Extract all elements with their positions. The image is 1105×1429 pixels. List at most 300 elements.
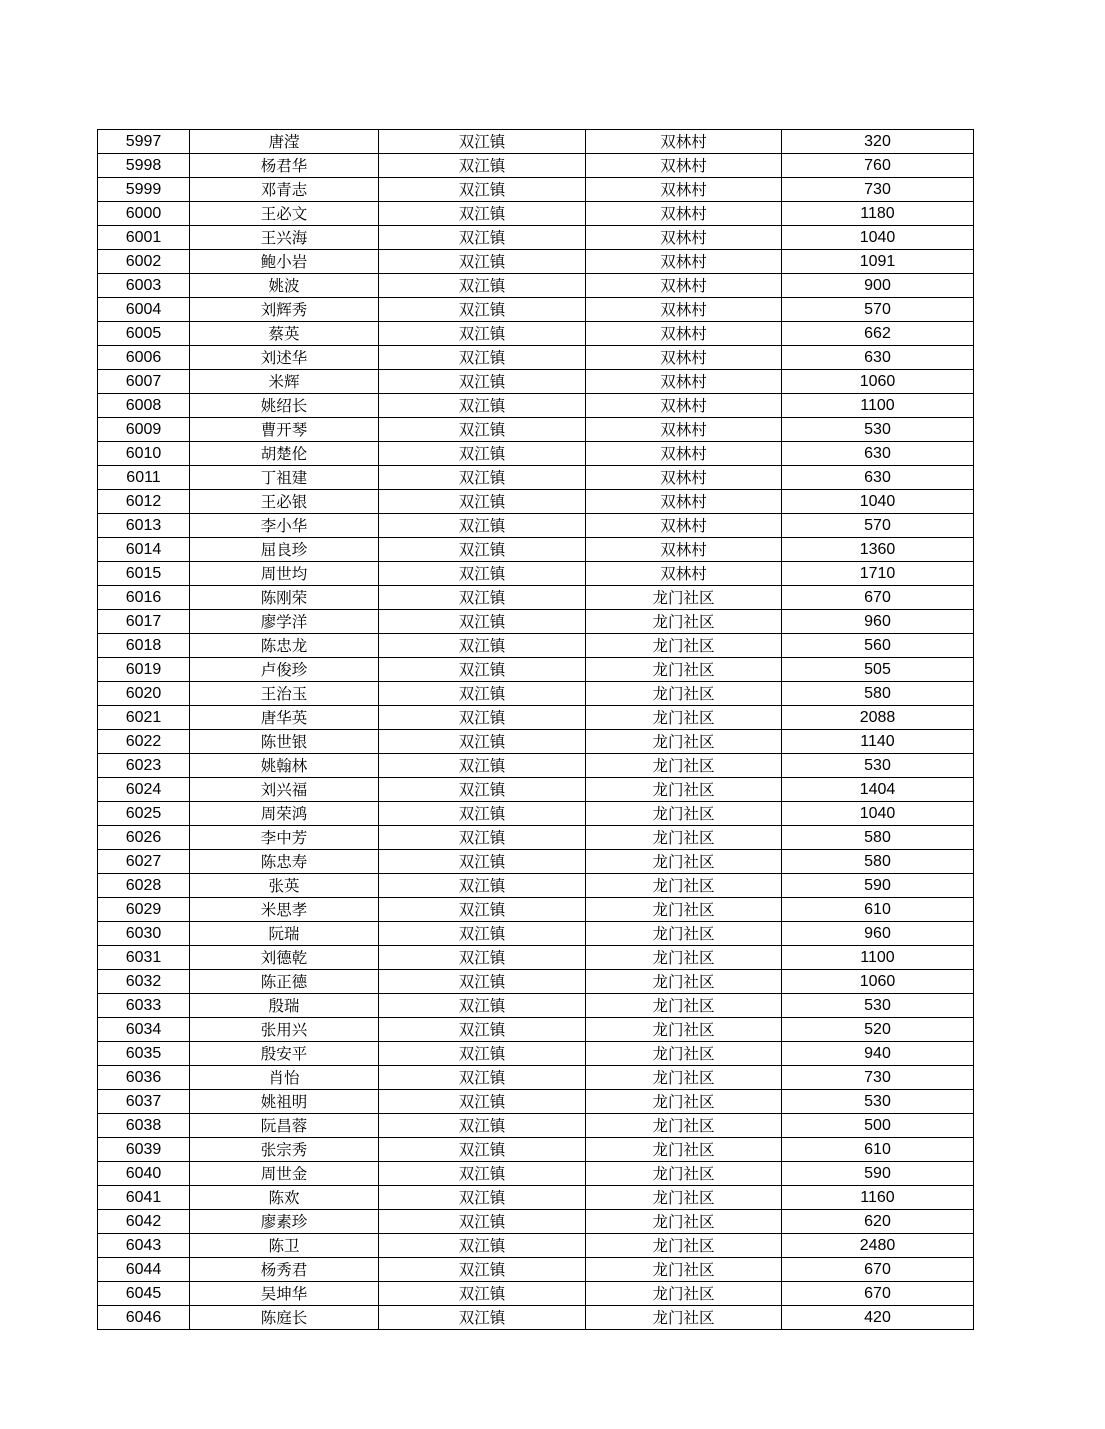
cell-serial-number: 6030 [98, 922, 190, 946]
cell-town: 双江镇 [379, 994, 586, 1018]
cell-serial-number: 6010 [98, 442, 190, 466]
cell-amount: 1040 [782, 802, 974, 826]
cell-amount: 530 [782, 418, 974, 442]
cell-amount: 520 [782, 1018, 974, 1042]
cell-amount: 1710 [782, 562, 974, 586]
cell-person-name: 廖素珍 [190, 1210, 379, 1234]
cell-serial-number: 6028 [98, 874, 190, 898]
table-row [98, 346, 974, 370]
cell-amount: 530 [782, 754, 974, 778]
cell-serial-number: 6042 [98, 1210, 190, 1234]
cell-person-name: 李小华 [190, 514, 379, 538]
cell-amount: 610 [782, 898, 974, 922]
cell-village: 双林村 [586, 346, 782, 370]
table-row [98, 274, 974, 298]
table-row [98, 754, 974, 778]
cell-person-name: 陈正德 [190, 970, 379, 994]
cell-person-name: 周世均 [190, 562, 379, 586]
cell-amount: 580 [782, 826, 974, 850]
cell-village: 龙门社区 [586, 1186, 782, 1210]
cell-village: 龙门社区 [586, 1138, 782, 1162]
table-row [98, 946, 974, 970]
cell-village: 龙门社区 [586, 706, 782, 730]
cell-amount: 630 [782, 346, 974, 370]
cell-person-name: 王治玉 [190, 682, 379, 706]
cell-amount: 1404 [782, 778, 974, 802]
cell-person-name: 刘述华 [190, 346, 379, 370]
cell-town: 双江镇 [379, 250, 586, 274]
cell-person-name: 胡楚伦 [190, 442, 379, 466]
cell-town: 双江镇 [379, 394, 586, 418]
cell-person-name: 陈刚荣 [190, 586, 379, 610]
cell-serial-number: 6025 [98, 802, 190, 826]
cell-village: 龙门社区 [586, 658, 782, 682]
cell-serial-number: 6038 [98, 1114, 190, 1138]
table-row [98, 442, 974, 466]
cell-village: 龙门社区 [586, 610, 782, 634]
table-row [98, 682, 974, 706]
cell-village: 双林村 [586, 274, 782, 298]
cell-person-name: 吴坤华 [190, 1282, 379, 1306]
cell-person-name: 姚绍长 [190, 394, 379, 418]
cell-person-name: 陈卫 [190, 1234, 379, 1258]
cell-village: 龙门社区 [586, 1282, 782, 1306]
cell-amount: 580 [782, 850, 974, 874]
cell-village: 双林村 [586, 226, 782, 250]
table-row [98, 1210, 974, 1234]
cell-amount: 505 [782, 658, 974, 682]
cell-town: 双江镇 [379, 226, 586, 250]
cell-village: 龙门社区 [586, 634, 782, 658]
cell-town: 双江镇 [379, 274, 586, 298]
cell-village: 双林村 [586, 394, 782, 418]
cell-person-name: 杨君华 [190, 154, 379, 178]
table-row [98, 1282, 974, 1306]
cell-town: 双江镇 [379, 730, 586, 754]
cell-amount: 580 [782, 682, 974, 706]
cell-amount: 670 [782, 586, 974, 610]
cell-amount: 420 [782, 1306, 974, 1330]
cell-person-name: 姚翰林 [190, 754, 379, 778]
cell-serial-number: 6011 [98, 466, 190, 490]
cell-amount: 560 [782, 634, 974, 658]
table-row [98, 1306, 974, 1330]
cell-serial-number: 6022 [98, 730, 190, 754]
cell-person-name: 廖学洋 [190, 610, 379, 634]
cell-village: 双林村 [586, 250, 782, 274]
cell-person-name: 米思孝 [190, 898, 379, 922]
cell-serial-number: 6008 [98, 394, 190, 418]
cell-person-name: 鲍小岩 [190, 250, 379, 274]
table-row [98, 202, 974, 226]
cell-serial-number: 6032 [98, 970, 190, 994]
table-row [98, 826, 974, 850]
cell-village: 龙门社区 [586, 970, 782, 994]
cell-serial-number: 5998 [98, 154, 190, 178]
cell-village: 龙门社区 [586, 898, 782, 922]
cell-town: 双江镇 [379, 1066, 586, 1090]
cell-amount: 530 [782, 1090, 974, 1114]
table-row [98, 1186, 974, 1210]
cell-town: 双江镇 [379, 1258, 586, 1282]
cell-village: 龙门社区 [586, 826, 782, 850]
cell-town: 双江镇 [379, 1186, 586, 1210]
table-row [98, 1258, 974, 1282]
cell-amount: 670 [782, 1282, 974, 1306]
cell-serial-number: 6023 [98, 754, 190, 778]
cell-village: 龙门社区 [586, 1090, 782, 1114]
cell-village: 龙门社区 [586, 922, 782, 946]
cell-village: 双林村 [586, 538, 782, 562]
cell-town: 双江镇 [379, 898, 586, 922]
cell-town: 双江镇 [379, 490, 586, 514]
cell-town: 双江镇 [379, 322, 586, 346]
cell-amount: 1160 [782, 1186, 974, 1210]
cell-person-name: 陈忠寿 [190, 850, 379, 874]
cell-village: 龙门社区 [586, 682, 782, 706]
cell-village: 龙门社区 [586, 994, 782, 1018]
cell-village: 龙门社区 [586, 1258, 782, 1282]
cell-serial-number: 6043 [98, 1234, 190, 1258]
cell-person-name: 肖怡 [190, 1066, 379, 1090]
cell-village: 双林村 [586, 202, 782, 226]
cell-amount: 320 [782, 130, 974, 154]
table-row [98, 658, 974, 682]
cell-person-name: 殷安平 [190, 1042, 379, 1066]
cell-town: 双江镇 [379, 1282, 586, 1306]
cell-town: 双江镇 [379, 778, 586, 802]
cell-serial-number: 6003 [98, 274, 190, 298]
table-row [98, 850, 974, 874]
cell-town: 双江镇 [379, 1018, 586, 1042]
cell-town: 双江镇 [379, 1162, 586, 1186]
cell-amount: 730 [782, 178, 974, 202]
cell-town: 双江镇 [379, 370, 586, 394]
cell-village: 龙门社区 [586, 778, 782, 802]
cell-town: 双江镇 [379, 562, 586, 586]
cell-village: 双林村 [586, 298, 782, 322]
cell-town: 双江镇 [379, 1090, 586, 1114]
cell-serial-number: 6009 [98, 418, 190, 442]
cell-town: 双江镇 [379, 298, 586, 322]
cell-town: 双江镇 [379, 154, 586, 178]
cell-village: 双林村 [586, 442, 782, 466]
cell-village: 龙门社区 [586, 1114, 782, 1138]
cell-serial-number: 6012 [98, 490, 190, 514]
cell-town: 双江镇 [379, 442, 586, 466]
cell-village: 龙门社区 [586, 1018, 782, 1042]
cell-serial-number: 6015 [98, 562, 190, 586]
cell-town: 双江镇 [379, 466, 586, 490]
cell-town: 双江镇 [379, 1042, 586, 1066]
cell-amount: 670 [782, 1258, 974, 1282]
cell-town: 双江镇 [379, 202, 586, 226]
cell-town: 双江镇 [379, 706, 586, 730]
table-row [98, 922, 974, 946]
cell-person-name: 刘兴福 [190, 778, 379, 802]
cell-person-name: 姚波 [190, 274, 379, 298]
table-row [98, 226, 974, 250]
table-row [98, 898, 974, 922]
cell-town: 双江镇 [379, 1138, 586, 1162]
cell-amount: 960 [782, 610, 974, 634]
cell-village: 双林村 [586, 130, 782, 154]
cell-town: 双江镇 [379, 538, 586, 562]
table-row [98, 586, 974, 610]
table-row [98, 1090, 974, 1114]
cell-town: 双江镇 [379, 970, 586, 994]
cell-serial-number: 6021 [98, 706, 190, 730]
table-row [98, 178, 974, 202]
table-row [98, 1162, 974, 1186]
table-row [98, 1234, 974, 1258]
cell-serial-number: 6005 [98, 322, 190, 346]
cell-serial-number: 6045 [98, 1282, 190, 1306]
table-body [98, 130, 974, 1330]
cell-person-name: 李中芳 [190, 826, 379, 850]
cell-town: 双江镇 [379, 802, 586, 826]
cell-serial-number: 6020 [98, 682, 190, 706]
cell-serial-number: 6026 [98, 826, 190, 850]
cell-village: 龙门社区 [586, 850, 782, 874]
cell-serial-number: 6004 [98, 298, 190, 322]
cell-person-name: 蔡英 [190, 322, 379, 346]
cell-person-name: 唐滢 [190, 130, 379, 154]
table-row [98, 994, 974, 1018]
table-row [98, 538, 974, 562]
cell-person-name: 张英 [190, 874, 379, 898]
cell-serial-number: 5997 [98, 130, 190, 154]
cell-person-name: 陈庭长 [190, 1306, 379, 1330]
cell-serial-number: 6040 [98, 1162, 190, 1186]
cell-amount: 960 [782, 922, 974, 946]
cell-serial-number: 6037 [98, 1090, 190, 1114]
cell-serial-number: 6035 [98, 1042, 190, 1066]
cell-amount: 1100 [782, 394, 974, 418]
cell-village: 龙门社区 [586, 1066, 782, 1090]
cell-town: 双江镇 [379, 178, 586, 202]
table-row [98, 562, 974, 586]
cell-town: 双江镇 [379, 754, 586, 778]
cell-serial-number: 6029 [98, 898, 190, 922]
cell-amount: 2088 [782, 706, 974, 730]
cell-town: 双江镇 [379, 1306, 586, 1330]
cell-amount: 1060 [782, 970, 974, 994]
cell-person-name: 米辉 [190, 370, 379, 394]
cell-person-name: 周世金 [190, 1162, 379, 1186]
cell-serial-number: 6002 [98, 250, 190, 274]
table-row [98, 394, 974, 418]
cell-town: 双江镇 [379, 946, 586, 970]
cell-village: 龙门社区 [586, 1210, 782, 1234]
cell-person-name: 刘德乾 [190, 946, 379, 970]
cell-town: 双江镇 [379, 1114, 586, 1138]
cell-serial-number: 6001 [98, 226, 190, 250]
cell-person-name: 王必文 [190, 202, 379, 226]
cell-town: 双江镇 [379, 874, 586, 898]
cell-person-name: 王兴海 [190, 226, 379, 250]
cell-serial-number: 6027 [98, 850, 190, 874]
cell-village: 双林村 [586, 562, 782, 586]
table-row [98, 1018, 974, 1042]
cell-serial-number: 6017 [98, 610, 190, 634]
table-row [98, 1114, 974, 1138]
cell-serial-number: 6031 [98, 946, 190, 970]
cell-village: 双林村 [586, 322, 782, 346]
cell-serial-number: 6044 [98, 1258, 190, 1282]
table-row [98, 874, 974, 898]
cell-town: 双江镇 [379, 826, 586, 850]
cell-village: 双林村 [586, 370, 782, 394]
table-row [98, 706, 974, 730]
cell-amount: 610 [782, 1138, 974, 1162]
cell-town: 双江镇 [379, 1210, 586, 1234]
cell-person-name: 陈忠龙 [190, 634, 379, 658]
cell-village: 龙门社区 [586, 754, 782, 778]
cell-amount: 1040 [782, 490, 974, 514]
cell-person-name: 张用兴 [190, 1018, 379, 1042]
cell-amount: 1040 [782, 226, 974, 250]
cell-town: 双江镇 [379, 346, 586, 370]
table-row [98, 250, 974, 274]
cell-person-name: 唐华英 [190, 706, 379, 730]
cell-serial-number: 6046 [98, 1306, 190, 1330]
cell-serial-number: 6041 [98, 1186, 190, 1210]
cell-village: 龙门社区 [586, 730, 782, 754]
cell-amount: 1100 [782, 946, 974, 970]
cell-amount: 900 [782, 274, 974, 298]
cell-amount: 570 [782, 298, 974, 322]
table-row [98, 1066, 974, 1090]
cell-town: 双江镇 [379, 130, 586, 154]
cell-person-name: 卢俊珍 [190, 658, 379, 682]
cell-town: 双江镇 [379, 850, 586, 874]
table-row [98, 322, 974, 346]
cell-person-name: 阮瑞 [190, 922, 379, 946]
cell-town: 双江镇 [379, 634, 586, 658]
cell-person-name: 曹开琴 [190, 418, 379, 442]
table-row [98, 778, 974, 802]
cell-amount: 620 [782, 1210, 974, 1234]
cell-serial-number: 6013 [98, 514, 190, 538]
table-row [98, 490, 974, 514]
cell-village: 龙门社区 [586, 1234, 782, 1258]
cell-village: 龙门社区 [586, 586, 782, 610]
table-row [98, 154, 974, 178]
cell-amount: 530 [782, 994, 974, 1018]
cell-town: 双江镇 [379, 514, 586, 538]
cell-person-name: 屈良珍 [190, 538, 379, 562]
cell-village: 双林村 [586, 466, 782, 490]
cell-serial-number: 6000 [98, 202, 190, 226]
cell-amount: 2480 [782, 1234, 974, 1258]
cell-person-name: 陈世银 [190, 730, 379, 754]
cell-town: 双江镇 [379, 610, 586, 634]
data-table [97, 129, 974, 1330]
cell-village: 双林村 [586, 514, 782, 538]
cell-town: 双江镇 [379, 658, 586, 682]
cell-serial-number: 6007 [98, 370, 190, 394]
cell-village: 龙门社区 [586, 1162, 782, 1186]
cell-amount: 630 [782, 442, 974, 466]
cell-person-name: 丁祖建 [190, 466, 379, 490]
cell-village: 双林村 [586, 154, 782, 178]
cell-village: 龙门社区 [586, 874, 782, 898]
table-row [98, 466, 974, 490]
cell-serial-number: 6016 [98, 586, 190, 610]
cell-amount: 940 [782, 1042, 974, 1066]
cell-amount: 590 [782, 1162, 974, 1186]
table-row [98, 730, 974, 754]
cell-person-name: 杨秀君 [190, 1258, 379, 1282]
cell-village: 双林村 [586, 178, 782, 202]
table-row [98, 802, 974, 826]
cell-town: 双江镇 [379, 418, 586, 442]
cell-person-name: 邓青志 [190, 178, 379, 202]
cell-person-name: 王必银 [190, 490, 379, 514]
cell-amount: 1360 [782, 538, 974, 562]
cell-town: 双江镇 [379, 1234, 586, 1258]
table-row [98, 130, 974, 154]
cell-amount: 1091 [782, 250, 974, 274]
table-row [98, 970, 974, 994]
table-row [98, 1138, 974, 1162]
cell-town: 双江镇 [379, 682, 586, 706]
cell-person-name: 张宗秀 [190, 1138, 379, 1162]
table-row [98, 610, 974, 634]
table-row [98, 370, 974, 394]
cell-person-name: 刘辉秀 [190, 298, 379, 322]
cell-amount: 590 [782, 874, 974, 898]
cell-village: 双林村 [586, 490, 782, 514]
cell-amount: 1180 [782, 202, 974, 226]
cell-village: 双林村 [586, 418, 782, 442]
cell-amount: 730 [782, 1066, 974, 1090]
cell-town: 双江镇 [379, 922, 586, 946]
table-row [98, 418, 974, 442]
cell-serial-number: 6018 [98, 634, 190, 658]
cell-serial-number: 6033 [98, 994, 190, 1018]
cell-amount: 630 [782, 466, 974, 490]
cell-serial-number: 6014 [98, 538, 190, 562]
cell-village: 龙门社区 [586, 1042, 782, 1066]
cell-town: 双江镇 [379, 586, 586, 610]
cell-serial-number: 5999 [98, 178, 190, 202]
cell-amount: 662 [782, 322, 974, 346]
cell-serial-number: 6006 [98, 346, 190, 370]
cell-amount: 500 [782, 1114, 974, 1138]
cell-person-name: 周荣鸿 [190, 802, 379, 826]
cell-person-name: 阮昌蓉 [190, 1114, 379, 1138]
cell-village: 龙门社区 [586, 802, 782, 826]
table-row [98, 514, 974, 538]
cell-amount: 1060 [782, 370, 974, 394]
cell-person-name: 陈欢 [190, 1186, 379, 1210]
cell-serial-number: 6036 [98, 1066, 190, 1090]
cell-serial-number: 6024 [98, 778, 190, 802]
cell-amount: 760 [782, 154, 974, 178]
cell-serial-number: 6039 [98, 1138, 190, 1162]
cell-village: 龙门社区 [586, 1306, 782, 1330]
cell-person-name: 殷瑞 [190, 994, 379, 1018]
table-row [98, 634, 974, 658]
cell-amount: 1140 [782, 730, 974, 754]
cell-serial-number: 6034 [98, 1018, 190, 1042]
cell-serial-number: 6019 [98, 658, 190, 682]
cell-amount: 570 [782, 514, 974, 538]
cell-village: 龙门社区 [586, 946, 782, 970]
table-row [98, 1042, 974, 1066]
